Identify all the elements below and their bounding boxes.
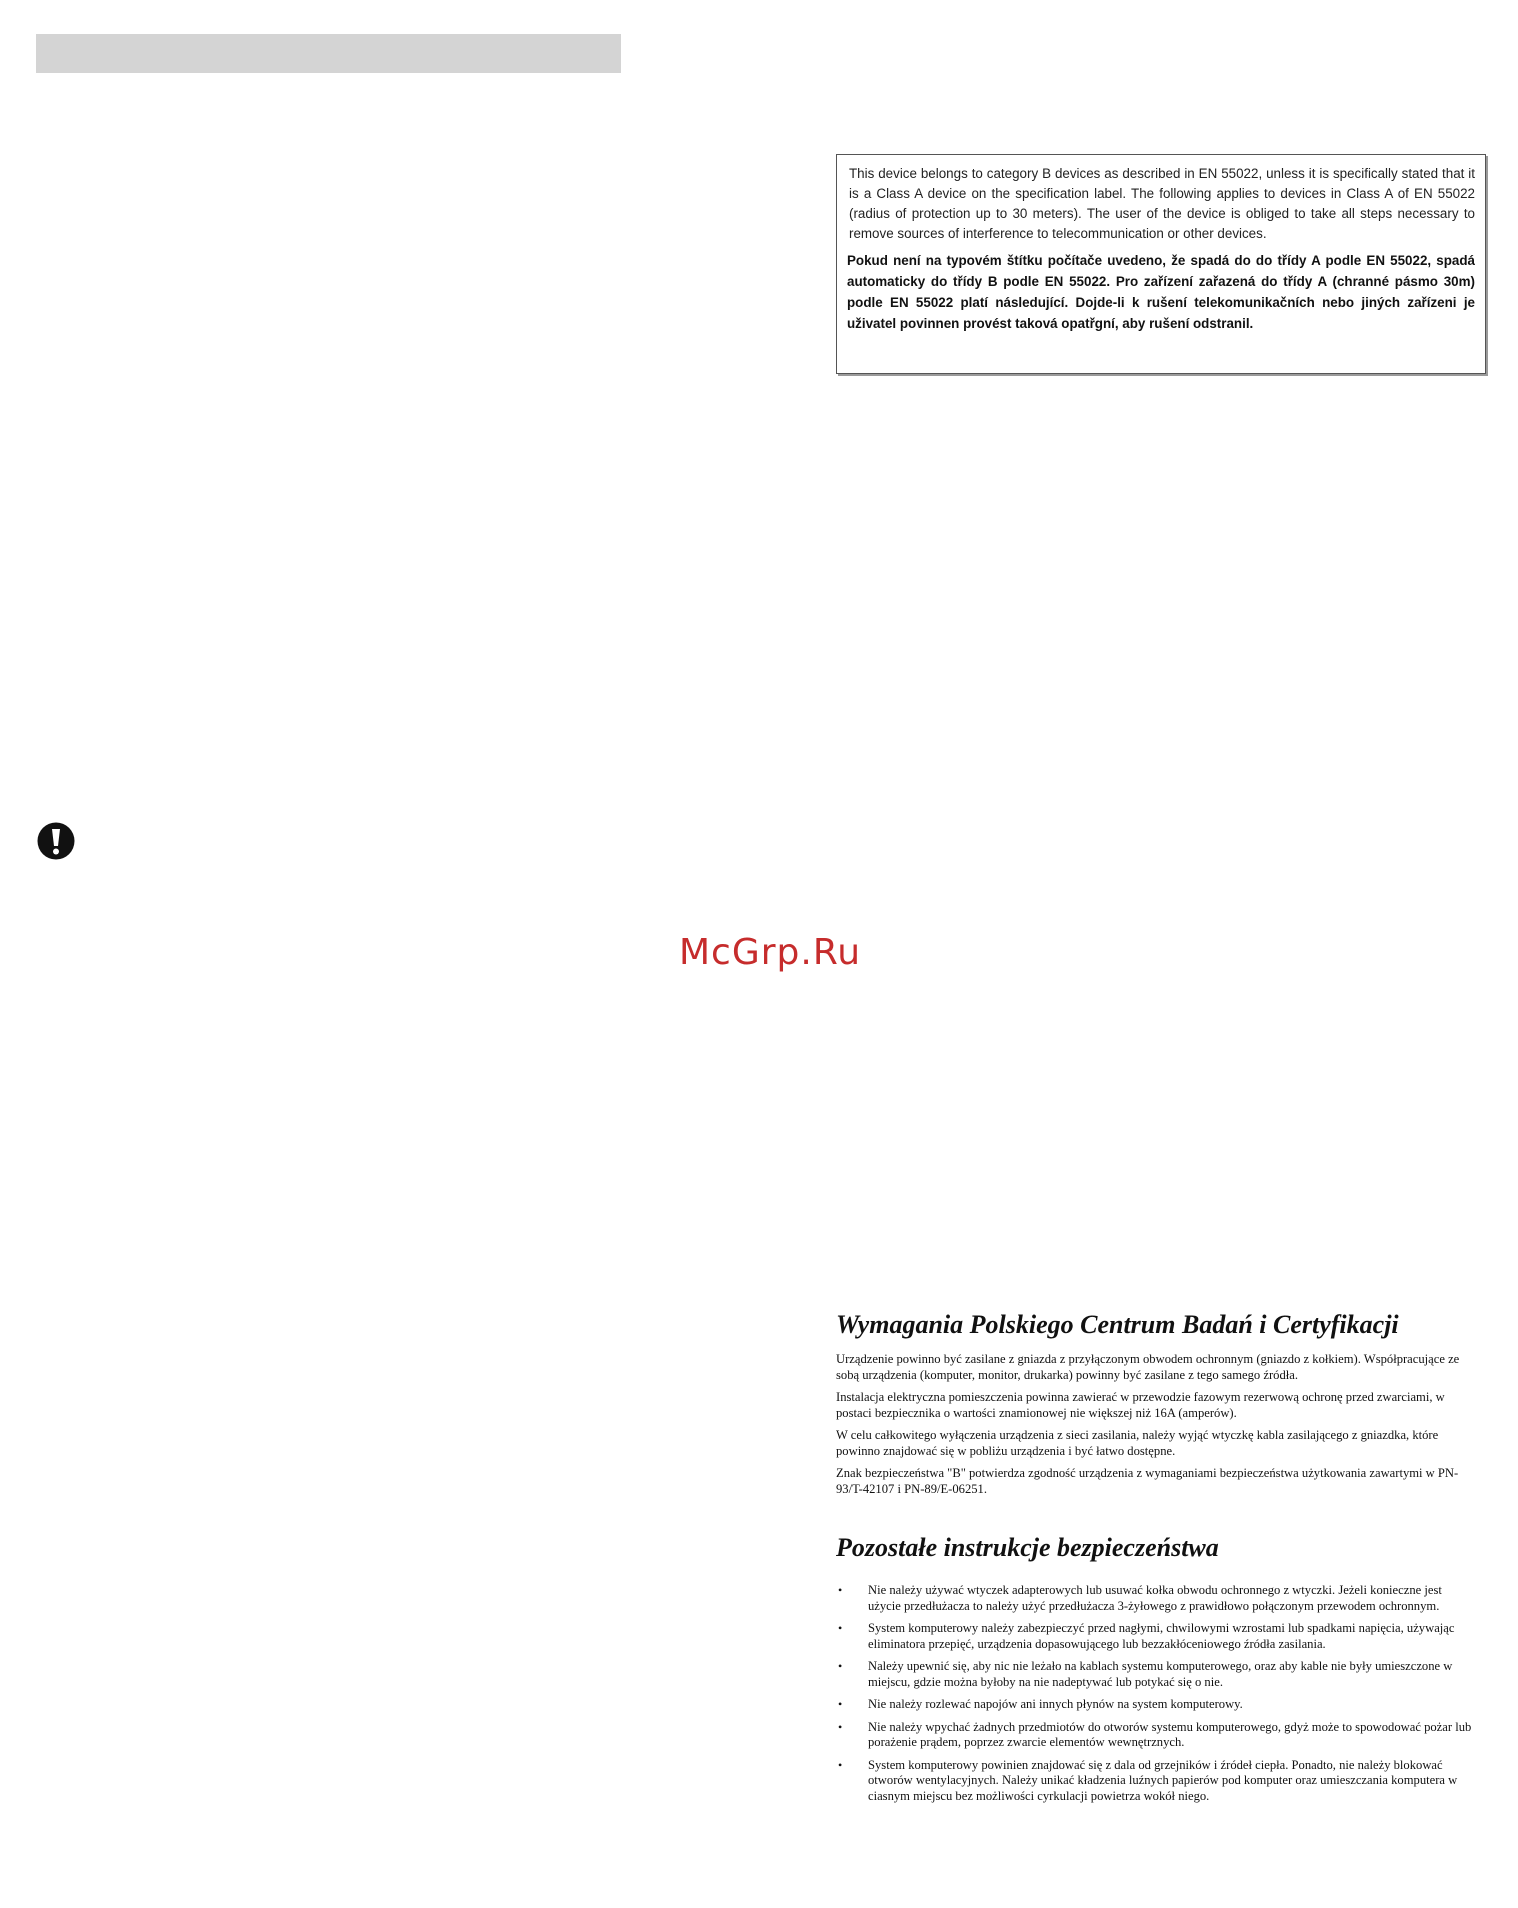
polish-safety-section (836, 1310, 1476, 1811)
list-item-text: Nie należy rozlewać napojów ani innych płynów na system komputerowy. (868, 1697, 1243, 1711)
list-item-text: System komputerowy należy zabezpieczyć przed nagłymi, chwilowymi wzrostami lub spadkami napięcia, używając eliminatora przepięć, urządzenia dopasowującego lub bezzakłóceniowego źródła zasilania. (868, 1621, 1455, 1651)
bullet-icon: • (838, 1583, 843, 1597)
other-safety-list (836, 1583, 1476, 1804)
emc-notice-czech: Pokud není na typovém štítku počítače uvedeno, že spadá do do třídy A podle EN 55022, spadá automaticky do třídy B podle EN 55022. Pro zařízení zařazená do třídy A (chranné pásmo 30m) podle EN 55022 platí následující. Dojde-li k rušení telekomunikačních nebo jiných zařízeni je uživatel povinnen provést taková opatřgní, aby rušení odstranil. (847, 253, 1475, 331)
polish-requirements-paragraph: Instalacja elektryczna pomieszczenia powinna zawierać w przewodzie fazowym rezerwową ochronę przed zwarciami, w postaci bezpiecznika o wartości znamionowej nie większej niż 16A (amperów). (836, 1390, 1445, 1420)
bullet-icon: • (838, 1621, 843, 1635)
list-item (836, 1583, 1476, 1614)
emc-notice-english: This device belongs to category B devices as described in EN 55022, unless it is specifically stated that it is a Class A device on the specification label. The following applies to devices in Class A of EN 55022 (radius of protection up to 30 meters). The user of the device is obliged to take all steps necessary to remove sources of interference to telecommunication or other devices. (849, 166, 1475, 241)
list-item (836, 1659, 1476, 1690)
exclamation-circle-icon (37, 822, 75, 860)
polish-requirements-heading: Wymagania Polskiego Centrum Badań i Certyfikacji (836, 1310, 1399, 1339)
list-item (836, 1697, 1476, 1713)
polish-requirements-paragraph: W celu całkowitego wyłączenia urządzenia z sieci zasilania, należy wyjąć wtyczkę kabla zasilającego z gniazdka, które powinno znajdować się w pobliżu urządzenia i być łatwo dostępne. (836, 1428, 1439, 1458)
other-safety-heading: Pozostałe instrukcje bezpieczeństwa (836, 1533, 1219, 1562)
polish-requirements-paragraph: Urządzenie powinno być zasilane z gniazda z przyłączonym obwodem ochronnym (gniazdo z kołkiem). Współpracujące ze sobą urządzenia (komputer, monitor, drukarka) powinny być zasilane z tego samego źródła. (836, 1352, 1460, 1382)
list-item-text: System komputerowy powinien znajdować się z dala od grzejników i źródeł ciepła. Ponadto, nie należy blokować otworów wentylacyjnych. Należy unikać kładzenia luźnych papierów pod komputer oraz umieszczania komputera w ciasnym miejscu bez możliwości cyrkulacji powietrza wokół niego. (868, 1757, 1458, 1803)
emc-notice-box (836, 154, 1486, 374)
list-item (836, 1720, 1476, 1751)
bullet-icon: • (838, 1659, 843, 1673)
bullet-icon: • (838, 1757, 843, 1772)
header-bar (36, 34, 621, 73)
watermark: McGrp.Ru (678, 932, 862, 973)
list-item (836, 1758, 1476, 1805)
list-item-text: Należy upewnić się, aby nic nie leżało na kablach systemu komputerowego, oraz aby kable nie były umieszczone w miejscu, gdzie można byłoby na nie nadeptywać lub potykać się o nie. (868, 1659, 1453, 1689)
list-item-text: Nie należy wpychać żadnych przedmiotów do otworów systemu komputerowego, gdyż może to spowodować pożar lub porażenie prądem, poprzez zwarcie elementów wewnętrznych. (868, 1719, 1472, 1749)
bullet-icon: • (838, 1719, 843, 1734)
list-item-text: Nie należy używać wtyczek adapterowych lub usuwać kołka obwodu ochronnego z wtyczki. Jeżeli konieczne jest użycie przedłużacza to należy użyć przedłużacza 3-żyłowego z prawidłowo połączonym przewodem ochronnym. (868, 1583, 1442, 1613)
bullet-icon: • (838, 1697, 843, 1711)
polish-requirements-paragraph: Znak bezpieczeństwa "B" potwierdza zgodność urządzenia z wymaganiami bezpieczeństwa użytkowania zawartymi w PN-93/T-42107 i PN-89/E-06251. (836, 1466, 1459, 1496)
list-item (836, 1621, 1476, 1652)
